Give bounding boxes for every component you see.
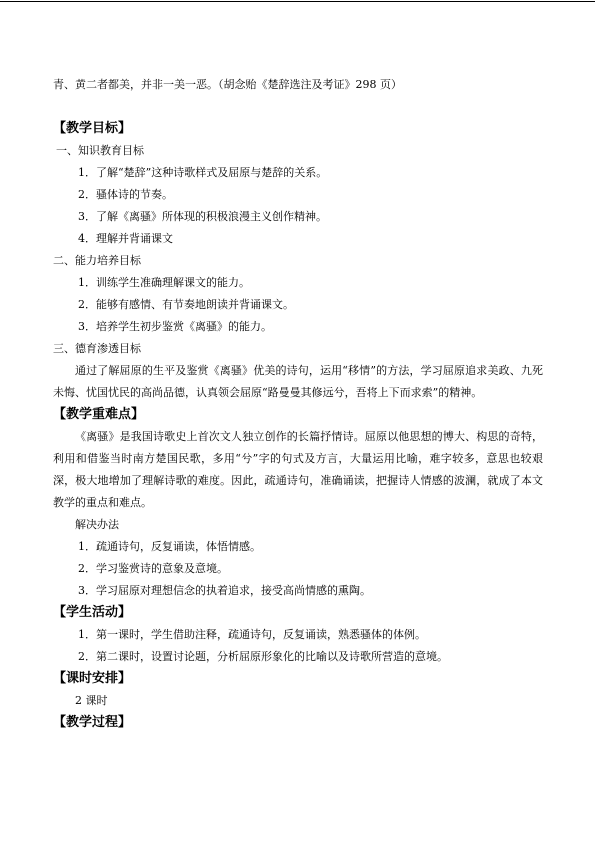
ability-goal-item: 3．培养学生初步鉴赏《离骚》的能力。 [78,320,272,333]
schedule-value: 2 课时 [75,694,108,707]
teaching-goals-heading: 【教学目标】 [53,121,132,136]
spacer [53,96,543,118]
process-heading: 【教学过程】 [53,715,132,730]
solution-item: 3．学习屈原对理想信念的执着追求，接受高尚情感的熏陶。 [78,584,371,597]
key-points-heading: 【教学重难点】 [53,407,145,422]
solution-title: 解决办法 [75,518,119,531]
key-points-paragraph: 《离骚》是我国诗歌史上首次文人独立创作的长篇抒情诗。屈原以他思想的博大、构思的奇特，利用和借鉴当时南方楚国民歌，多用“兮”字的句式及方言，大量运用比喻，难字较多，意思也较艰深，极大地增加了理解诗歌的难度。因此，疏通诗句，准确诵读，把握诗人情感的波澜，就成了本文教学的重点和难点。 [53,430,543,509]
knowledge-goal-item: 2．骚体诗的节奏。 [78,188,173,201]
knowledge-goal-item: 3．了解《离骚》所体现的积极浪漫主义创作精神。 [78,210,327,223]
schedule-heading: 【课时安排】 [53,671,132,686]
header-rule [0,1,595,2]
solution-item: 2．学习鉴赏诗的意象及意境。 [78,562,228,575]
activity-item: 2．第二课时，设置讨论题，分析屈原形象化的比喻以及诗歌所营造的意境。 [78,650,448,663]
intro-line: 青、黄二者都美，并非一美一恶。（胡念贻《楚辞选注及考证》298 页） [53,78,402,91]
student-activities-heading: 【学生活动】 [53,605,132,620]
document-page [53,74,543,734]
ability-goals-title: 二、能力培养目标 [53,254,141,267]
knowledge-goal-item: 1．了解“楚辞”这种诗歌样式及屈原与楚辞的关系。 [78,166,328,179]
ability-goal-item: 2．能够有感情、有节奏地朗读并背诵课文。 [78,298,294,311]
activity-item: 1．第一课时，学生借助注释，疏通诗句，反复诵读，熟悉骚体的体例。 [78,628,426,641]
knowledge-goal-item: 4．理解并背诵课文 [78,232,173,245]
solution-item: 1．疏通诗句，反复诵读，体悟情感。 [78,540,261,553]
knowledge-goals-title: 一、知识教育目标 [56,144,144,157]
moral-goals-paragraph: 通过了解屈原的生平及鉴赏《离骚》优美的诗句，运用“移情”的方法，学习屈原追求美政、九死未悔、忧国忧民的高尚品德，认真领会屈原“路曼曼其修远兮，吾将上下而求索”的精神。 [53,364,543,399]
moral-goals-title: 三、德育渗透目标 [53,342,141,355]
ability-goal-item: 1．训练学生准确理解课文的能力。 [78,276,250,289]
